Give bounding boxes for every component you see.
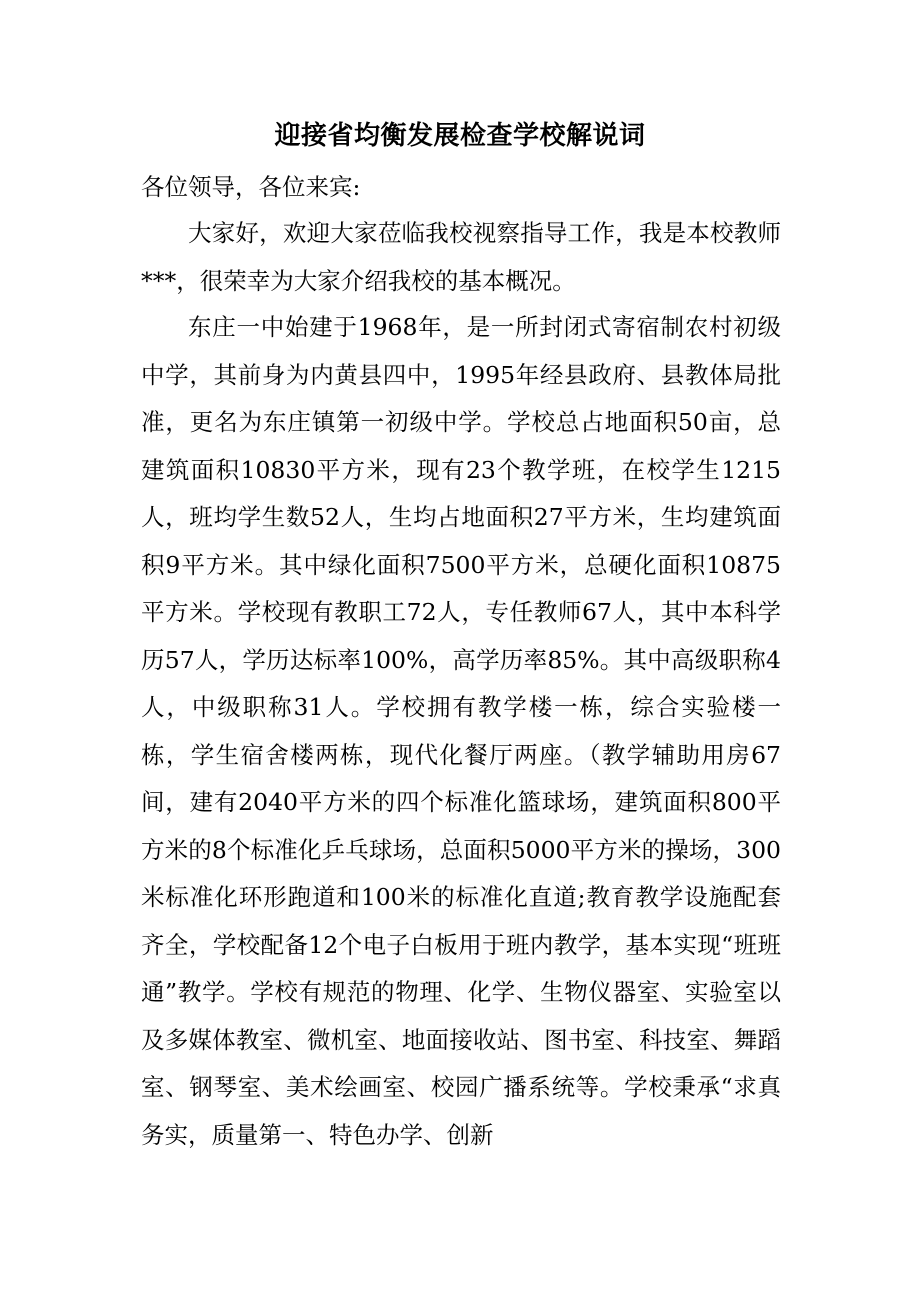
salutation: 各位领导，各位来宾: — [141, 173, 361, 201]
paragraph-school-overview: 东庄一中始建于1968年，是一所封闭式寄宿制农村初级中学，其前身为内黄县四中，1995年经县政府、县教体局批准，更名为东庄镇第一初级中学。学校总占地面积50亩，总建筑面积10830平方米，现有23个教学班，在校学生1215人，班均学生数52人，生均占地面积27平方米，生均建筑面积9平方米。其中绿化面积7500平方米，总硬化面积10875平方米。学校现有教职工72人，专任教师67人，其中本科学历57人，学历达标率100%，高学历率85%。其中高级职称4人，中级职称31人。学校拥有教学楼一栋，综合实验楼一栋，学生宿舍楼两栋，现代化餐厅两座。（教学辅助用房67间，建有2040平方米的四个标准化篮球场，建筑面积800平方米的8个标准化乒乓球场，总面积5000平方米的操场，300米标准化环形跑道和100米的标准化直道;教育教学设施配套齐全，学校配备12个电子白板用于班内教学，基本实现“班班通”教学。学校有规范的物理、化学、生物仪器室、实验室以及多媒体教室、微机室、地面接收站、图书室、科技室、舞蹈室、钢琴室、美术绘画室、校园广播系统等。学校秉承“求真务实，质量第一、特色办学、创新 — [141, 313, 781, 1149]
document-title: 迎接省均衡发展检查学校解说词 — [274, 121, 646, 151]
paragraph-welcome: 大家好，欢迎大家莅临我校视察指导工作，我是本校教师***，很荣幸为大家介绍我校的基本概况。 — [141, 219, 781, 295]
